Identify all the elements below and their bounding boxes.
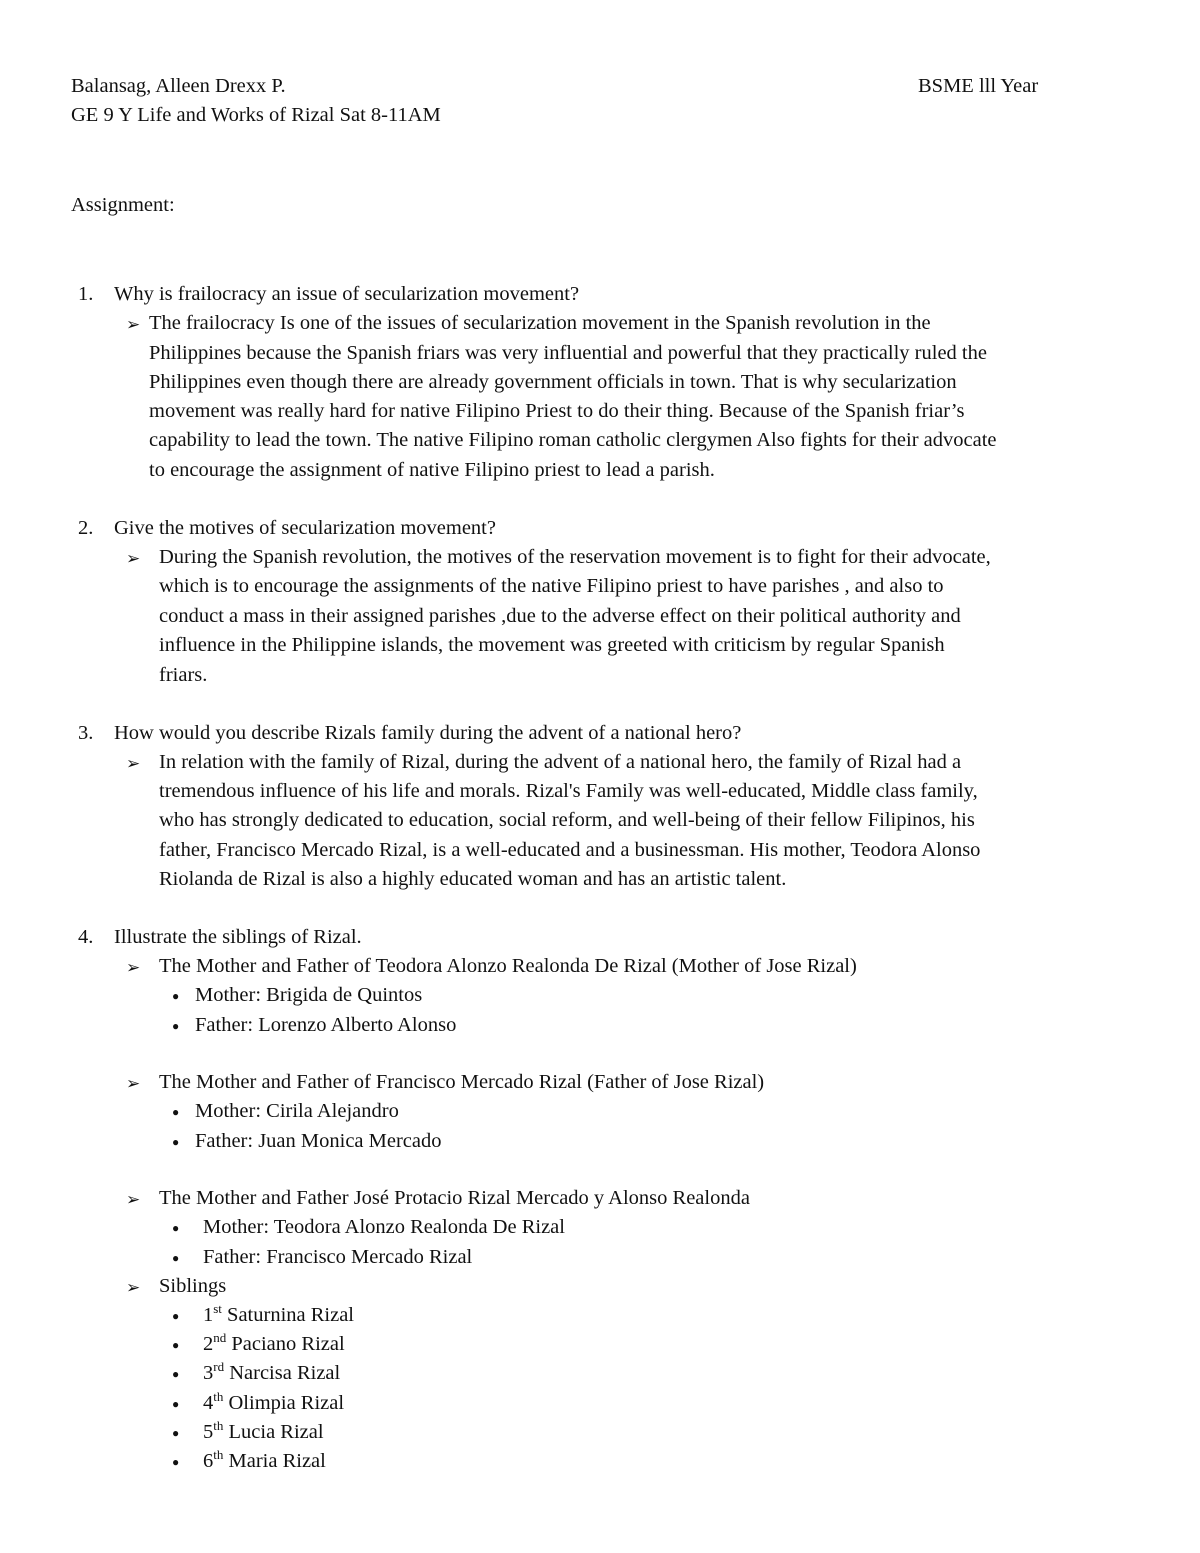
group-title: Siblings [159, 1275, 227, 1297]
bullet-icon: ● [172, 1367, 180, 1381]
sibling-item: 3rd Narcisa Rizal [203, 1359, 341, 1384]
answer-line: The frailocracy Is one of the issues of secularization movement in the Spanish revolution in the [149, 312, 931, 334]
answer-line: friars. [159, 664, 208, 686]
question-number: 4. [78, 926, 94, 948]
group-title: The Mother and Father of Teodora Alonzo Realonda De Rizal (Mother of Jose Rizal) [159, 955, 857, 977]
arrow-bullet-icon: ➢ [126, 315, 141, 334]
bullet-icon: ● [172, 1105, 180, 1119]
list-item: Father: Juan Monica Mercado [195, 1130, 442, 1152]
arrow-bullet-icon: ➢ [126, 1190, 141, 1209]
list-item: Mother: Cirila Alejandro [195, 1100, 399, 1122]
answer-line: Philippines even though there are already government officials in town. That is why secularization [149, 371, 957, 393]
answer-line: tremendous influence of his life and morals. Rizal's Family was well-educated, Middle class family, [159, 780, 978, 802]
year-level: BSME lll Year [918, 75, 1039, 97]
bullet-icon: ● [172, 1251, 180, 1265]
arrow-bullet-icon: ➢ [126, 1074, 141, 1093]
group-title: The Mother and Father José Protacio Rizal Mercado y Alonso Realonda [159, 1187, 750, 1209]
arrow-bullet-icon: ➢ [126, 958, 141, 977]
answer-line: In relation with the family of Rizal, during the advent of a national hero, the family of Rizal had a [159, 751, 962, 773]
assignment-label: Assignment: [71, 194, 175, 216]
question-text: Illustrate the siblings of Rizal. [114, 926, 362, 948]
question-text: How would you describe Rizals family during the advent of a national hero? [114, 722, 742, 744]
question-number: 3. [78, 722, 94, 744]
sibling-item: 6th Maria Rizal [203, 1447, 326, 1472]
question-number: 1. [78, 283, 94, 305]
bullet-icon: ● [172, 1455, 180, 1469]
bullet-icon: ● [172, 989, 180, 1003]
question-text: Why is frailocracy an issue of secularization movement? [114, 283, 580, 305]
answer-line: capability to lead the town. The native Filipino roman catholic clergymen Also fights for their advocate [149, 429, 997, 451]
sibling-item: 1st Saturnina Rizal [203, 1301, 355, 1326]
answer-line: conduct a mass in their assigned parishes ,due to the adverse effect on their political authority and [159, 605, 961, 627]
bullet-icon: ● [172, 1221, 180, 1235]
arrow-bullet-icon: ➢ [126, 549, 141, 568]
course-line: GE 9 Y Life and Works of Rizal Sat 8-11AM [71, 104, 441, 126]
bullet-icon: ● [172, 1397, 180, 1411]
answer-line: which is to encourage the assignments of the native Filipino priest to have parishes , and also to [159, 575, 944, 597]
answer-line: Philippines because the Spanish friars was very influential and powerful that they practically ruled the [149, 342, 987, 364]
group-title: The Mother and Father of Francisco Mercado Rizal (Father of Jose Rizal) [159, 1071, 765, 1093]
answer-line: father, Francisco Mercado Rizal, is a well-educated and a businessman. His mother, Teodora Alonso [159, 839, 981, 861]
student-name: Balansag, Alleen Drexx P. [71, 75, 286, 97]
answer-line: to encourage the assignment of native Filipino priest to lead a parish. [149, 459, 715, 481]
bullet-icon: ● [172, 1135, 180, 1149]
list-item: Mother: Teodora Alonzo Realonda De Rizal [203, 1216, 565, 1238]
answer-line: influence in the Philippine islands, the movement was greeted with criticism by regular Spanish [159, 634, 945, 656]
bullet-icon: ● [172, 1019, 180, 1033]
arrow-bullet-icon: ➢ [126, 1278, 141, 1297]
answer-line: movement was really hard for native Filipino Priest to do their thing. Because of the Spanish friar’s [149, 400, 965, 422]
answer-line: who has strongly dedicated to education, social reform, and well-being of their fellow Filipinos, his [159, 809, 975, 831]
list-item: Father: Lorenzo Alberto Alonso [195, 1014, 457, 1036]
bullet-icon: ● [172, 1338, 180, 1352]
list-item: Mother: Brigida de Quintos [195, 984, 423, 1006]
bullet-icon: ● [172, 1309, 180, 1323]
sibling-item: 2nd Paciano Rizal [203, 1330, 345, 1355]
answer-line: Riolanda de Rizal is also a highly educated woman and has an artistic talent. [159, 868, 787, 890]
list-item: Father: Francisco Mercado Rizal [203, 1246, 473, 1268]
answer-line: During the Spanish revolution, the motives of the reservation movement is to fight for their advocate, [159, 546, 991, 568]
question-text: Give the motives of secularization movement? [114, 517, 496, 539]
sibling-item: 4th Olimpia Rizal [203, 1389, 345, 1414]
question-number: 2. [78, 517, 94, 539]
bullet-icon: ● [172, 1426, 180, 1440]
arrow-bullet-icon: ➢ [126, 754, 141, 773]
sibling-item: 5th Lucia Rizal [203, 1418, 324, 1443]
